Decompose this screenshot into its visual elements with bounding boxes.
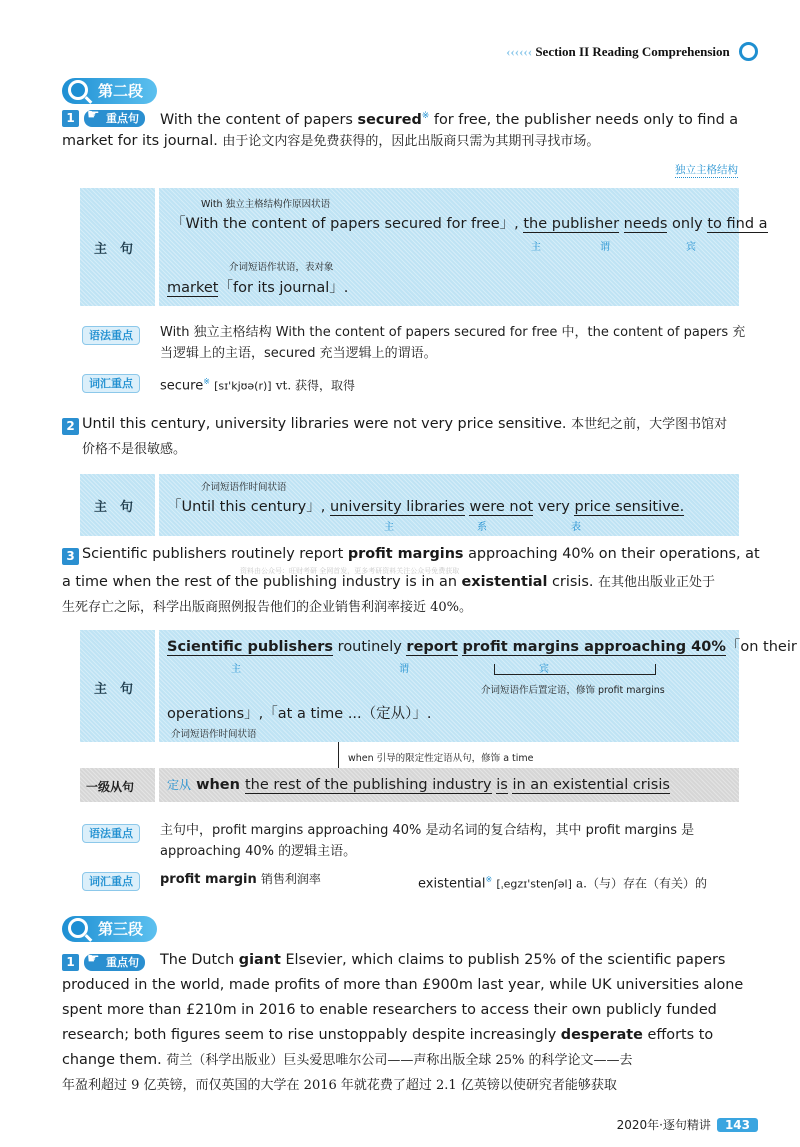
role-predicative: 表 <box>571 522 581 533</box>
phonetic: [ˌegzɪ'stenʃəl] <box>496 877 572 891</box>
sentence-text <box>82 412 727 437</box>
text-part: crisis. <box>547 574 598 590</box>
grammar-line: With 独立主格结构 With the content of papers secured for free 中，the content of papers 充 <box>160 325 746 340</box>
paragraph-line: spent more than £210m in 2016 to enable researchers to access their own publicly funded <box>62 1002 717 1018</box>
predicate: needs <box>623 216 668 232</box>
translation-line2: 年盈利超过 9 亿英镑，而仅英国的大学在 2016 年就花费了超过 2.1 亿英镑以使研究者能够获取 <box>62 1078 617 1093</box>
text-part: efforts to <box>642 1027 714 1043</box>
analysis-line-1 <box>167 635 797 656</box>
role-subject: 主 <box>231 664 241 675</box>
box-label-cell <box>80 188 155 306</box>
key-sentence-label: 重点句 <box>106 956 139 969</box>
main-clause-label: 主 句 <box>94 500 134 515</box>
running-header <box>506 42 758 61</box>
sentence-number: 2 <box>62 418 79 435</box>
vocab-word: profit margin <box>160 872 257 887</box>
object-cont: market <box>167 280 219 296</box>
paragraph-line <box>62 1023 713 1048</box>
vocab-tag: 词汇重点 <box>82 374 140 393</box>
main-clause-label: 主 句 <box>94 242 134 257</box>
grammar-note <box>160 322 745 364</box>
definition: 销售利润率 <box>260 872 321 886</box>
text-part: approaching 40% on their operations, at <box>463 546 760 562</box>
grammar-line: 当逻辑上的主语，secured 充当逻辑上的谓语。 <box>160 346 437 361</box>
sentence-number: 1 <box>62 954 79 971</box>
bracket-line <box>494 664 656 675</box>
predicative: price sensitive. <box>574 499 685 515</box>
link-verb: is <box>496 777 508 793</box>
vocab-note: secure※ [sɪ'kjʊə(r)] vt. 获得，取得 <box>160 377 355 394</box>
grammar-tag: 语法重点 <box>82 326 140 345</box>
role-subject: 主 <box>531 242 541 253</box>
structure-tag: 独立主格结构 <box>675 164 738 176</box>
analysis-line-2 <box>167 276 348 297</box>
sub-clause-line <box>167 776 670 793</box>
section-title: 第三段 <box>98 920 144 938</box>
text-part: routinely <box>333 639 407 655</box>
subject: the publisher <box>523 216 620 232</box>
magnifier-icon <box>68 918 88 938</box>
translation: 由于论文内容是免费获得的，因此出版商只需为其期刊寻找市场。 <box>222 134 600 149</box>
sub-clause-label: 一级从句 <box>86 780 135 794</box>
text-part: when <box>191 777 245 793</box>
hand-icon: ☛ <box>87 107 100 123</box>
sub-label-cell <box>80 768 155 802</box>
section-title: 第二段 <box>98 82 144 100</box>
hand-icon: ☛ <box>87 951 100 967</box>
text-part: Scientific publishers routinely report <box>82 546 348 562</box>
search-icon <box>739 42 758 61</box>
analysis-box <box>159 630 797 742</box>
analysis-line-2: operations」,「at a time ...（定从）」. <box>167 706 432 722</box>
translation: 本世纪之前，大学图书馆对 <box>571 417 728 432</box>
subject: university libraries <box>329 499 465 515</box>
paragraph-line <box>160 948 725 973</box>
role-predicate: 谓 <box>399 664 409 675</box>
bracket-phrase: 「for its journal」. <box>218 280 349 296</box>
grammar-tag: 语法重点 <box>82 824 140 843</box>
highlight-word: existential <box>461 574 548 590</box>
vocab-tag: 词汇重点 <box>82 872 140 891</box>
sentence-text-line2 <box>62 129 599 154</box>
footer-label: 2020年·逐句精讲 <box>616 1118 711 1132</box>
link-verb: were not <box>469 499 534 515</box>
highlight-word: secured <box>357 111 422 128</box>
annotation: 介词短语作时间状语 <box>201 482 287 493</box>
section-heading-3 <box>62 916 157 942</box>
sentence-number: 3 <box>62 548 79 565</box>
text-part: research; both figures seem to rise unstoppably despite increasingly <box>62 1027 561 1043</box>
grammar-line: approaching 40% 的逻辑主语。 <box>160 844 357 859</box>
vocab-note <box>160 869 321 890</box>
connector-line <box>338 742 339 770</box>
page-number: 143 <box>717 1118 758 1132</box>
predicate: report <box>406 639 458 655</box>
role-predicate: 谓 <box>600 242 610 253</box>
text-part: The Dutch <box>160 952 239 968</box>
text-part: With the content of papers <box>160 111 358 128</box>
annotation: 介词短语作时间状语 <box>171 729 257 740</box>
grammar-line: 主句中，profit margins approaching 40% 是动名词的复合结构，其中 profit margins 是 <box>160 823 695 838</box>
highlight-word: profit margins <box>347 546 464 562</box>
role-object: 宾 <box>686 242 696 253</box>
text-part: for free, the publisher needs only to find a <box>429 111 739 128</box>
header-title: Section II Reading Comprehension <box>535 44 730 59</box>
object: to find a <box>707 216 768 232</box>
text-part: change them. <box>62 1052 167 1068</box>
translation: 荷兰（科学出版业）巨头爱思唯尔公司——声称出版全球 25% 的科学论文——去 <box>166 1053 633 1068</box>
section-heading-2 <box>62 78 157 104</box>
phonetic: [sɪ'kjʊə(r)] <box>214 379 272 393</box>
definition: a.（与）存在（有关）的 <box>576 876 707 891</box>
object-rest: approaching 40% <box>579 639 726 655</box>
paragraph-line <box>62 1048 633 1073</box>
arrows-decoration: ‹‹‹‹‹‹ <box>506 44 533 59</box>
definition: vt. 获得，取得 <box>275 378 355 393</box>
text-part: a time when the rest of the publishing industry is in an <box>62 574 462 590</box>
bracket-phrase: 「With the content of papers secured for free」, <box>171 216 524 232</box>
role-subject: 主 <box>384 522 394 533</box>
clause-type: 定从 <box>167 778 192 792</box>
text-part: only <box>667 216 708 232</box>
text-part: very <box>533 499 575 515</box>
role-object: 宾 <box>539 664 549 675</box>
vocab-word: secure <box>160 378 204 394</box>
sentence-text: With the content of papers secured※ for free, the publisher needs only to find a <box>160 111 739 128</box>
key-sentence-label: 重点句 <box>106 112 139 125</box>
text-part: market for its journal. <box>62 133 223 149</box>
footer <box>617 1116 758 1133</box>
bracket-phrase: 「on their <box>725 639 797 655</box>
analysis-box <box>159 188 768 306</box>
translation-line2: 价格不是很敏感。 <box>82 442 187 457</box>
sub-clause-box <box>159 768 739 802</box>
analysis-line <box>167 495 684 516</box>
translation: 在其他出版业正处于 <box>597 575 715 590</box>
analysis-line-1 <box>171 212 768 233</box>
text-part: Elsevier, which claims to publish 25% of the scientific papers <box>280 952 726 968</box>
paragraph-line: produced in the world, made profits of more than £900m last year, while UK universities alone <box>62 977 744 993</box>
bracket-phrase: 「Until this century」, <box>167 499 330 515</box>
key-sentence-tag <box>84 951 145 971</box>
box-label-cell <box>80 630 155 742</box>
annotation: With 独立主格结构作原因状语 <box>201 199 331 210</box>
magnifier-icon <box>68 80 88 100</box>
annotation: 介词短语作后置定语，修饰 profit margins <box>481 685 665 696</box>
box-label-cell <box>80 474 155 536</box>
translation-line2: 生死存亡之际，科学出版商照例报告他们的企业销售利润率接近 40%。 <box>62 600 473 615</box>
vocab-note-2: existential※ [ˌegzɪ'stenʃəl] a.（与）存在（有关）的 <box>418 875 707 892</box>
key-sentence-tag <box>84 107 145 127</box>
sentence-text <box>82 542 760 567</box>
subject: Scientific publishers <box>167 639 334 655</box>
grammar-note <box>160 820 694 862</box>
annotation: when 引导的限定性定语从句，修饰 a time <box>348 753 534 764</box>
highlight-word: giant <box>238 952 281 968</box>
role-link: 系 <box>477 522 487 533</box>
annotation: 介词短语作状语，表对象 <box>229 262 334 273</box>
analysis-box <box>159 474 739 536</box>
vocab-word: existential <box>418 876 486 892</box>
sentence-number: 1 <box>62 110 79 127</box>
sentence-text-line2 <box>62 570 715 595</box>
highlight-word: desperate <box>560 1027 643 1043</box>
watermark: 资料由公众号：旺财考研 全网首发，更多考研资料关注公众号免费获取 <box>240 567 460 575</box>
subject: the rest of the publishing industry <box>245 777 492 793</box>
predicative: in an existential crisis <box>512 777 670 793</box>
object: profit margins <box>462 639 580 655</box>
main-clause-label: 主 句 <box>94 682 134 697</box>
text-part: Until this century, university libraries were not very price sensitive. <box>82 416 572 432</box>
